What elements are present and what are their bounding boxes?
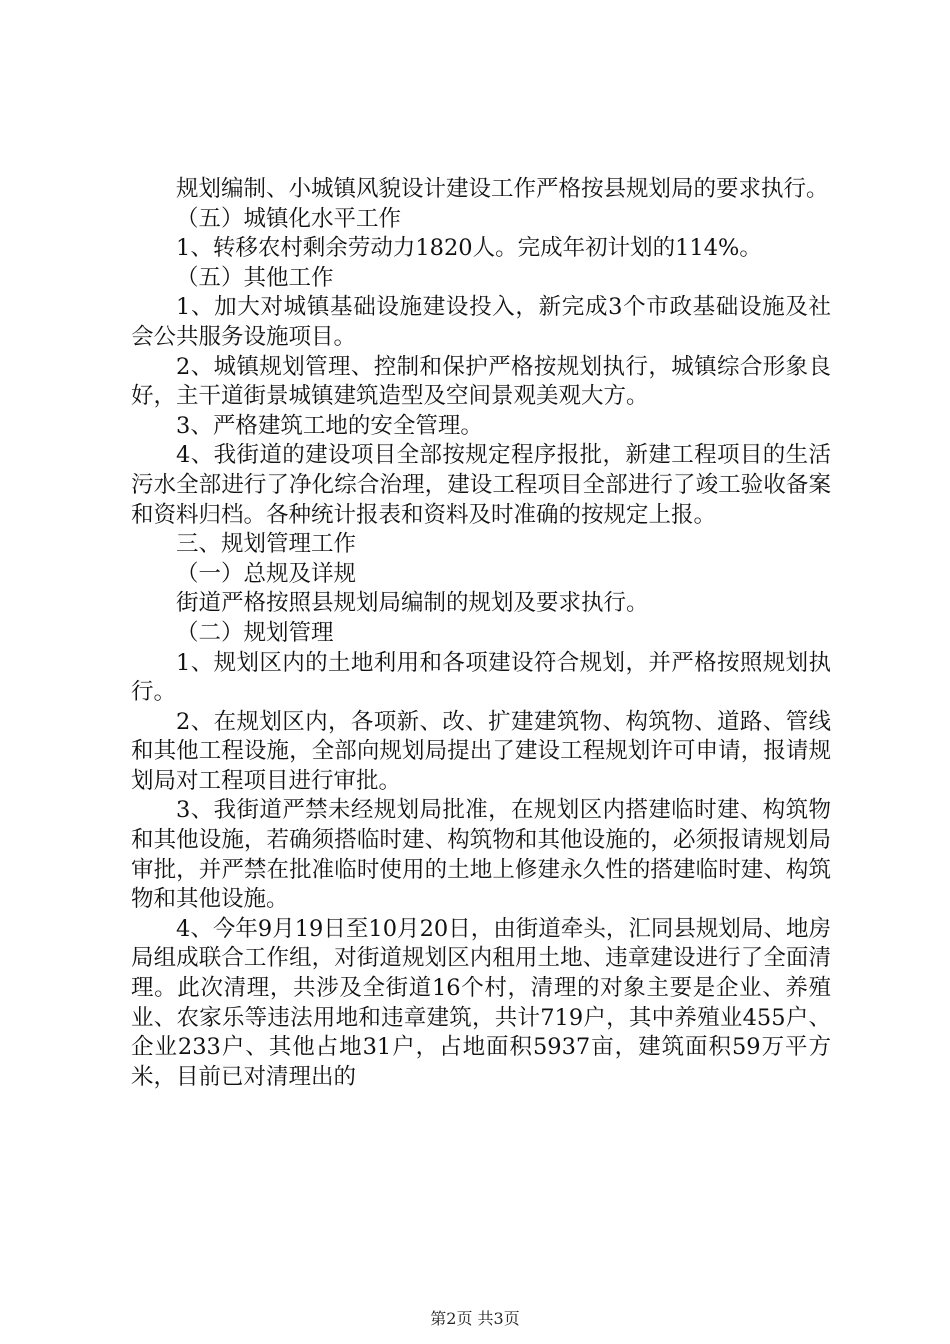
paragraph-land-use: 1、规划区内的土地利用和各项建设符合规划，并严格按照规划执行。 xyxy=(131,649,831,706)
document-body xyxy=(131,175,831,1092)
paragraph-1: 规划编制、小城镇风貌设计建设工作严格按县规划局的要求执行。 xyxy=(176,176,829,202)
paragraph-construction-permits: 2、在规划区内，各项新、改、扩建建筑物、构筑物、道路、管线和其他工程设施，全部向规划局提出了建设工程规划许可申请，报请规划局对工程项目进行审批。 xyxy=(131,708,831,794)
section-heading-urbanization: （五）城镇化水平工作 xyxy=(176,205,402,232)
page-number: 第2页 共3页 xyxy=(430,1309,520,1328)
paragraph-project-approval: 4、我街道的建设项目全部按规定程序报批，新建工程项目的生活污水全部进行了净化综合治理，建设工程项目全部进行了竣工验收备案和资料归档。各种统计报表和资料及时准确的按规定上报。 xyxy=(131,442,831,528)
paragraph-planning-control: 2、城镇规划管理、控制和保护严格按规划执行，城镇综合形象良好，主干道街景城镇建筑造型及空间景观美观大方。 xyxy=(131,353,831,410)
paragraph-cleanup-campaign: 4、今年9月19日至10月20日，由街道牵头，汇同县规划局、地房局组成联合工作组，对街道规划区内租用土地、违章建设进行了全面清理。此次清理，共涉及全街道16个村，清理的对象主要是企业、养殖业、农家乐等违法用地和违章建筑，共计719户，其中养殖业455户、企业233户、其他占地31户，占地面积5937亩，建筑面积59万平方米，目前已对清理出的 xyxy=(131,915,831,1090)
paragraph-labor-transfer: 1、转移农村剩余劳动力1820人。完成年初计划的114%。 xyxy=(176,235,762,262)
paragraph-site-safety: 3、严格建筑工地的安全管理。 xyxy=(176,412,483,439)
paragraph-infrastructure: 1、加大对城镇基础设施建设投入，新完成3个市政基础设施及社会公共服务设施项目。 xyxy=(131,294,831,350)
subsection-heading-master-plan: （一）总规及详规 xyxy=(176,560,357,587)
subsection-heading-planning-admin: （二）规划管理 xyxy=(176,619,334,646)
section-heading-other-work: （五）其他工作 xyxy=(176,264,334,291)
paragraph-master-plan: 街道严格按照县规划局编制的规划及要求执行。 xyxy=(176,590,649,617)
paragraph-temporary-buildings: 3、我街道严禁未经规划局批准，在规划区内搭建临时建、构筑物和其他设施，若确须搭临时建、构筑物和其他设施的，必须报请规划局审批，并严禁在批准临时使用的土地上修建永久性的搭建临时建、构筑物和其他设施。 xyxy=(131,797,831,913)
section-heading-planning-management: 三、规划管理工作 xyxy=(176,531,357,558)
